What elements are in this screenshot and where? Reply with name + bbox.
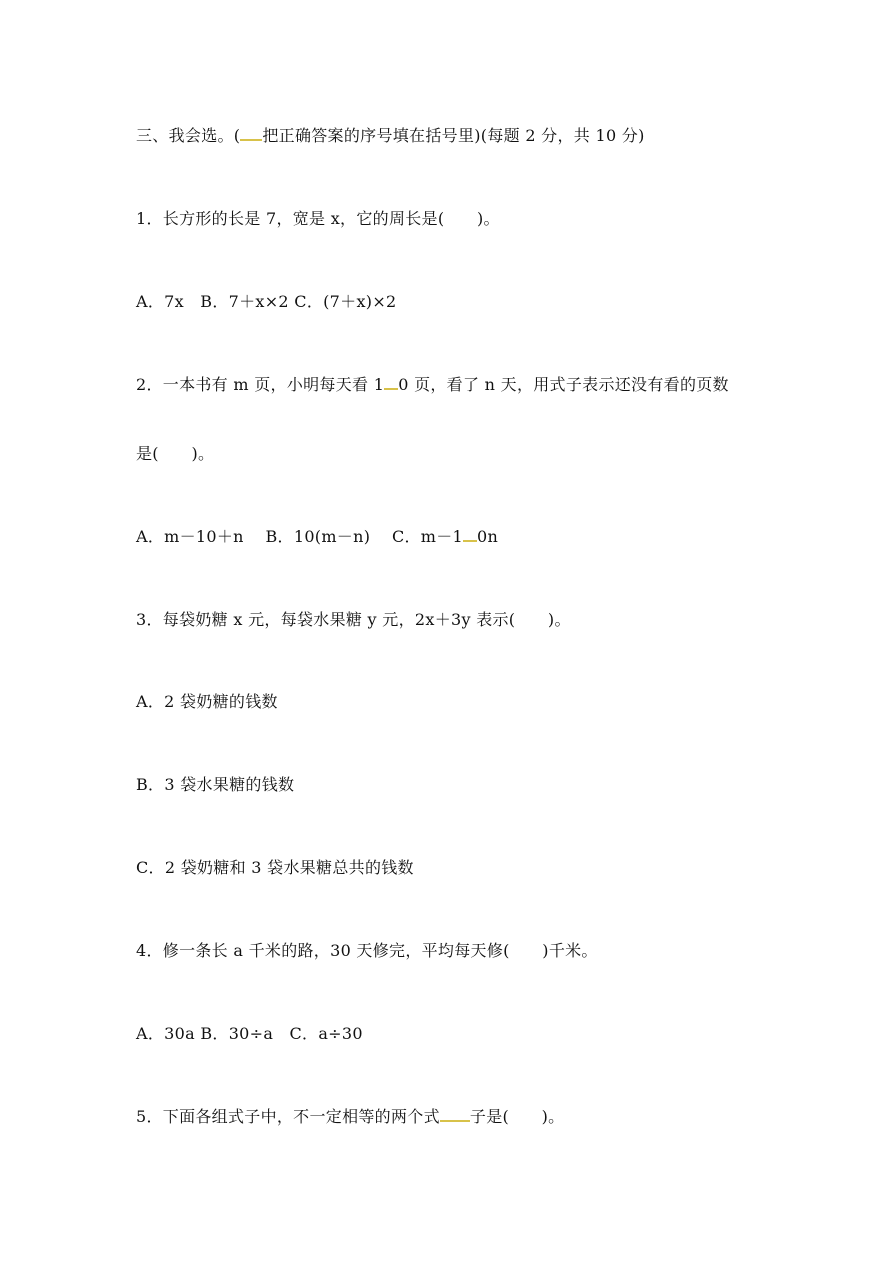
question-2-stem — [136, 375, 729, 395]
question-1-options: A．7x B．7＋x×2 C．(7＋x)×2 — [136, 292, 397, 311]
question-2-options-suffix: 0n — [477, 527, 499, 546]
question-2-stem-prefix: 2．一本书有 m 页，小明每天看 1 — [136, 375, 385, 394]
question-4-options: A．30a B．30÷a C．a÷30 — [136, 1024, 363, 1043]
question-3-stem: 3．每袋奶糖 x 元，每袋水果糖 y 元，2x＋3y 表示( )。 — [136, 610, 571, 629]
question-1-stem: 1．长方形的长是 7，宽是 x，它的周长是( )。 — [136, 209, 500, 228]
section-title — [136, 126, 645, 146]
question-2-options-prefix: A．m－10＋n B．10(m－n) C．m－1 — [136, 527, 464, 546]
highlight-mark — [463, 528, 477, 542]
question-2-stem-suffix: 0 页，看了 n 天，用式子表示还没有看的页数 — [398, 375, 729, 394]
question-5-stem-prefix: 5．下面各组式子中，不一定相等的两个式 — [136, 1107, 440, 1126]
question-3-option-b: B．3 袋水果糖的钱数 — [136, 775, 295, 794]
section-title-prefix: 三、我会选。( — [136, 126, 241, 145]
question-2-options — [136, 527, 498, 547]
question-2-stem-continued: 是( )。 — [136, 444, 215, 463]
question-5-stem-suffix: 子是( )。 — [469, 1107, 565, 1126]
highlight-mark — [384, 376, 398, 390]
highlight-mark — [240, 127, 262, 141]
highlight-mark — [440, 1108, 470, 1122]
question-3-option-a: A．2 袋奶糖的钱数 — [136, 692, 278, 711]
question-5-stem — [136, 1107, 564, 1127]
section-title-suffix: 把正确答案的序号填在括号里)(每题 2 分，共 10 分) — [262, 126, 645, 145]
question-3-option-c: C．2 袋奶糖和 3 袋水果糖总共的钱数 — [136, 858, 414, 877]
question-4-stem: 4．修一条长 a 千米的路，30 天修完，平均每天修( )千米。 — [136, 941, 598, 960]
